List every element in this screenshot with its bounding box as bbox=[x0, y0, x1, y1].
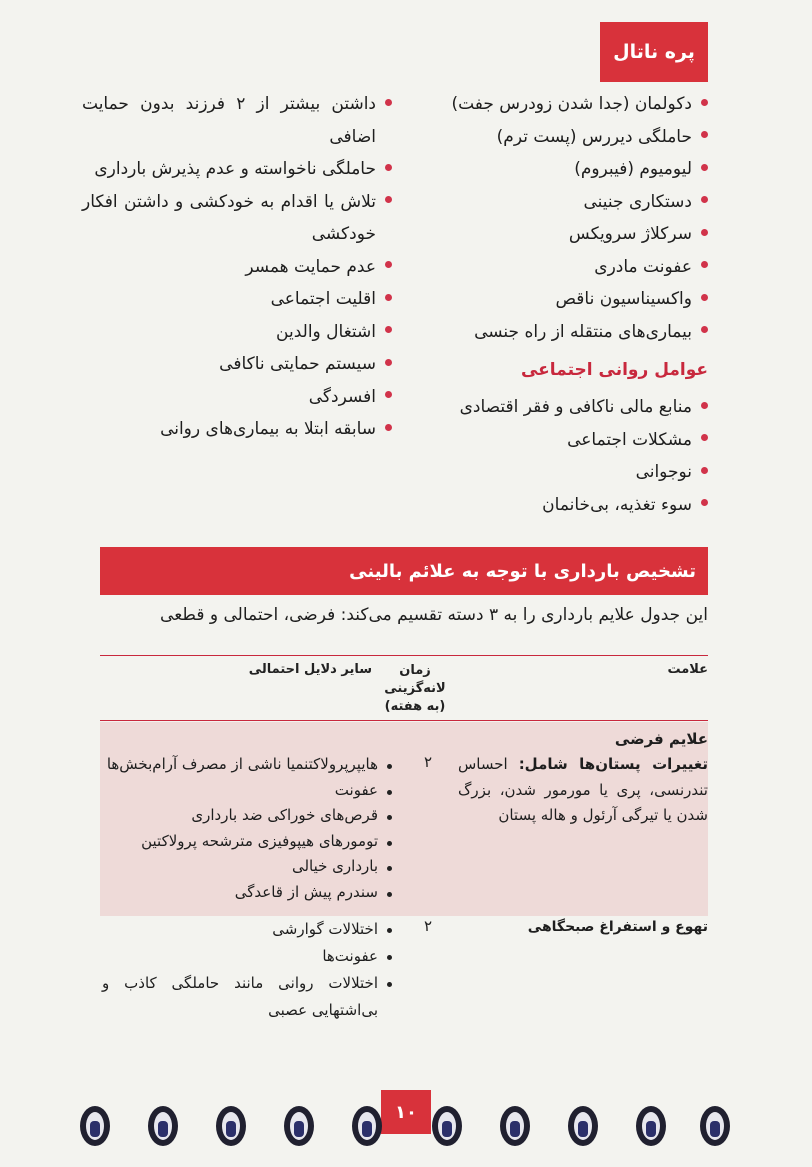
list-item: سندرم پیش از قاعدگی bbox=[102, 880, 392, 906]
list-item: حاملگی دیررس (پست ترم) bbox=[418, 121, 708, 154]
list-item: دکولمان (جدا شدن زودرس جفت) bbox=[418, 88, 708, 121]
list-item: حاملگی ناخواسته و عدم پذیرش بارداری bbox=[82, 153, 392, 186]
list-item: لیومیوم (فیبروم) bbox=[418, 153, 708, 186]
list-item: اختلالات گوارشی bbox=[102, 916, 392, 943]
list-item: عفونت مادری bbox=[418, 251, 708, 284]
list-item: قرص‌های خوراکی ضد بارداری bbox=[102, 803, 392, 829]
list-item: واکسیناسیون ناقص bbox=[418, 283, 708, 316]
list-item: تومورهای هیپوفیزی مترشحه پرولاکتین bbox=[102, 829, 392, 855]
binding-ring bbox=[636, 1106, 666, 1146]
list-item: داشتن بیشتر از ۲ فرزند بدون حمایت اضافی bbox=[82, 88, 392, 153]
list-item: تلاش یا اقدام به خودکشی و داشتن افکار خودکشی bbox=[82, 186, 392, 251]
list-item: اختلالات روانی مانند حاملگی کاذب و بی‌اشتهایی عصبی bbox=[102, 970, 392, 1024]
list-item: بارداری خیالی bbox=[102, 854, 392, 880]
binding-ring bbox=[700, 1106, 730, 1146]
table-row-2-sign: تهوع و استفراغ صبحگاهی bbox=[527, 919, 708, 935]
binding-ring bbox=[432, 1106, 462, 1146]
list-item: اشتغال والدین bbox=[82, 316, 392, 349]
list-item: منابع مالی ناکافی و فقر اقتصادی bbox=[408, 391, 708, 424]
list-item: سابقه ابتلا به بیماری‌های روانی bbox=[82, 413, 392, 446]
list-item: هایپرپرولاکتنمیا ناشی از مصرف آرام‌بخش‌ها bbox=[102, 752, 392, 778]
list-item: عدم حمایت همسر bbox=[82, 251, 392, 284]
binding-ring bbox=[284, 1106, 314, 1146]
sign-rest: احساس تندرنسی، پری یا مورمور شدن، بزرگ شدن یا تیرگی آرئول و هاله پستان bbox=[458, 755, 708, 824]
header-other: سایر دلایل احتمالی bbox=[248, 662, 372, 677]
sign-bold: تغییرات پستان‌ها شامل: bbox=[518, 755, 708, 773]
binding-ring bbox=[500, 1106, 530, 1146]
binding-ring bbox=[148, 1106, 178, 1146]
group-heading: علایم فرضی bbox=[614, 730, 708, 748]
list-item: مشکلات اجتماعی bbox=[408, 424, 708, 457]
binding-ring bbox=[80, 1106, 110, 1146]
binding-ring bbox=[352, 1106, 382, 1146]
list-item: بیماری‌های منتقله از راه جنسی bbox=[418, 316, 708, 349]
list-item: سرکلاژ سرویکس bbox=[418, 218, 708, 251]
list-item: دستکاری جنینی bbox=[418, 186, 708, 219]
intro-text: این جدول علایم بارداری را به ۳ دسته تقسیم می‌کند: فرضی، احتمالی و قطعی bbox=[160, 605, 708, 625]
binding-ring bbox=[568, 1106, 598, 1146]
list-item: عفونت bbox=[102, 778, 392, 804]
section-title: پره ناتال bbox=[613, 41, 695, 63]
table-row-1-week: ۲ bbox=[423, 753, 432, 771]
header-sign: علامت bbox=[667, 662, 708, 677]
header-time: زمان لانه‌گزینی (به هفته) bbox=[384, 663, 446, 714]
list-item: افسردگی bbox=[82, 381, 392, 414]
binding-ring bbox=[216, 1106, 246, 1146]
page-number: ۱۰ bbox=[395, 1101, 417, 1123]
list-item: عفونت‌ها bbox=[102, 943, 392, 970]
list-item: اقلیت اجتماعی bbox=[82, 283, 392, 316]
list-item: نوجوانی bbox=[408, 456, 708, 489]
table-row-2-week: ۲ bbox=[423, 917, 432, 935]
diagnosis-title: تشخیص بارداری با توجه به علائم بالینی bbox=[349, 560, 696, 582]
list-item: سیستم حمایتی ناکافی bbox=[82, 348, 392, 381]
list-item: سوء تغذیه، بی‌خانمان bbox=[408, 489, 708, 522]
psych-heading: عوامل روانی اجتماعی bbox=[520, 360, 708, 380]
